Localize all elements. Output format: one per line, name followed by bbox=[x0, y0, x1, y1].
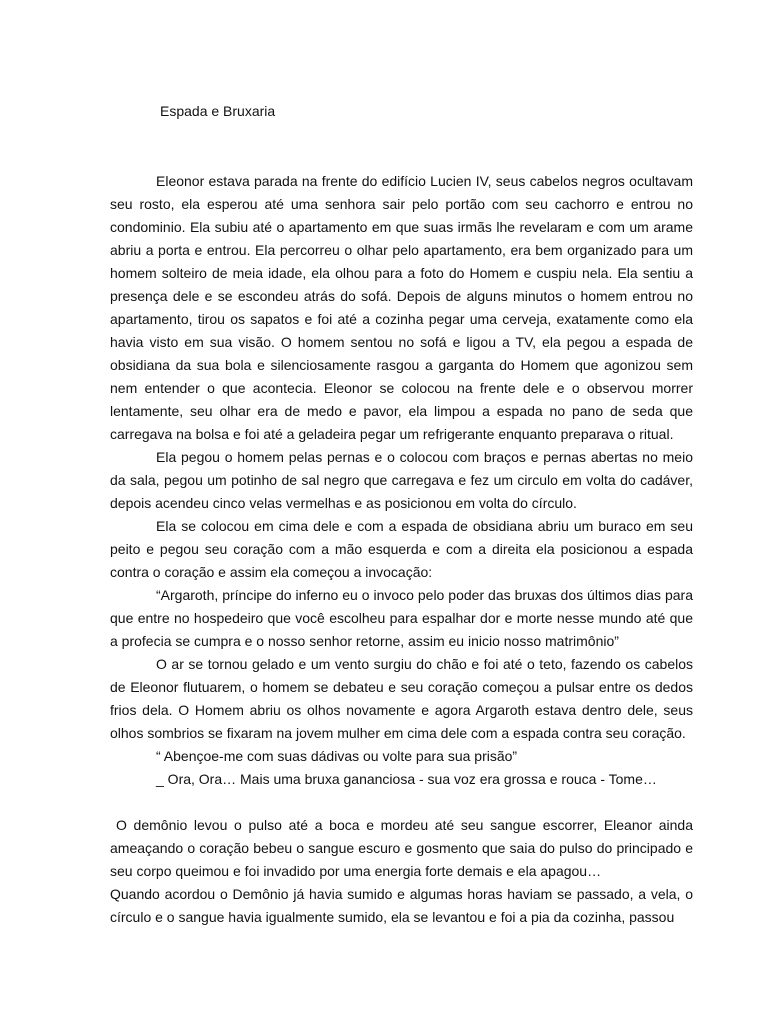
paragraph-invocation: “Argaroth, príncipe do inferno eu o invoco pelo poder das bruxas dos últimos dias para que entre no hospedeiro que você escolheu para espalhar dor e morte nesse mundo até que a profecia se cumpra e o nosso senhor retorne, assim eu inicio nosso matrimônio” bbox=[110, 587, 693, 649]
paragraph-8: O demônio levou o pulso até a boca e mordeu até seu sangue escorrer, Eleanor ainda ameaçando o coração bebeu o sangue escuro e gosmento que saia do pulso do principado e seu corpo queimou e foi invadido por uma energia forte demais e ela apagou… bbox=[110, 817, 693, 879]
document-body bbox=[110, 170, 693, 929]
document-title: Espada e Bruxaria bbox=[160, 103, 276, 119]
paragraph-dialogue: _ Ora, Ora… Mais uma bruxa gananciosa - sua voz era grossa e rouca - Tome… bbox=[156, 771, 657, 787]
paragraph-5: O ar se tornou gelado e um vento surgiu do chão e foi até o teto, fazendo os cabelos de Eleonor flutuarem, o homem se debateu e seu coração começou a pulsar entre os dedos frios dela. O Homem abriu os olhos novamente e agora Argaroth estava dentro dele, seus olhos sombrios se fixaram na jovem mulher em cima dele com a espada contra seu coração. bbox=[110, 656, 693, 741]
paragraph-1: Eleonor estava parada na frente do edifício Lucien IV, seus cabelos negros ocultavam seu rosto, ela esperou até uma senhora sair pelo portão com seu cachorro e entrou no condominio. Ela subiu até o apartamento em que suas irmãs lhe revelaram e com um arame abriu a porta e entrou. Ela percorreu o olhar pelo apartamento, era bem organizado para um homem solteiro de meia idade, ela olhou para a foto do Homem e cuspiu nela. Ela sentiu a presença dele e se escondeu atrás do sofá. Depois de alguns minutos o homem entrou no apartamento, tirou os sapatos e foi até a cozinha pegar uma cerveja, exatamente como ela havia visto em sua visão. O homem sentou no sofá e ligou a TV, ela pegou a espada de obsidiana da sua bola e silenciosamente rasgou a garganta do Homem que agonizou sem nem entender o que acontecia. Eleonor se colocou na frente dele e o observou morrer lentamente, seu olhar era de medo e pavor, ela limpou a espada no pano de seda que carregava na bolsa e foi até a geladeira pegar um refrigerante enquanto preparava o ritual. bbox=[110, 173, 693, 442]
paragraph-3: Ela se colocou em cima dele e com a espada de obsidiana abriu um buraco em seu peito e pegou seu coração com a mão esquerda e com a direita ela posicionou a espada contra o coração e assim ela começou a invocação: bbox=[110, 518, 693, 580]
paragraph-blessing: “ Abençoe-me com suas dádivas ou volte para sua prisão” bbox=[156, 748, 518, 764]
paragraph-2: Ela pegou o homem pelas pernas e o colocou com braços e pernas abertas no meio da sala, pegou um potinho de sal negro que carregava e fez um circulo em volta do cadáver, depois acendeu cinco velas vermelhas e as posicionou em volta do círculo. bbox=[110, 449, 693, 511]
paragraph-9: Quando acordou o Demônio já havia sumido e algumas horas haviam se passado, a vela, o círculo e o sangue havia igualmente sumido, ela se levantou e foi a pia da cozinha, passou bbox=[110, 886, 693, 925]
